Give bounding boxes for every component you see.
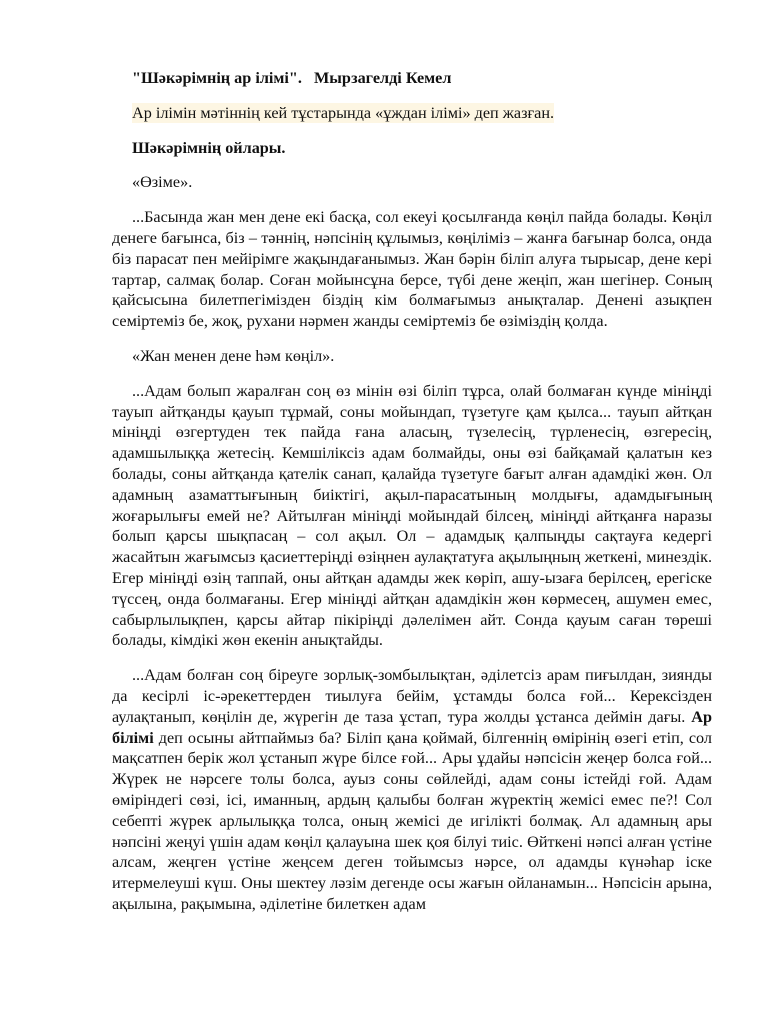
paragraph-3-text-after: деп осыны айтпаймыз ба? Біліп қана қоймай, білгеннің өмірінің өзегі етіп, сол мақсатпен берік жол ұстанып жүре білсе ғой... Ары ұдайы нәпсісін жеңер болса ғой... Жүрек не нәрсеге толы болса, ауыз соны сөйлейді, адам соны істейді ғой. Адам өміріндегі сөзі, ісі, иманның, ардың қалыбы болған жүректің жемісі емес пе?! Сол себепті жүрек арлылыққа толса, оның жемісі де игілікті болмақ. Ал адамның ары нәпсіні жеңуі үшін адам көңіл қалауына шек қоя білуі тиіс. Өйткені нәпсі алған үстіне алсам, жеңген үстіне жеңсем деген тойымсыз нәрсе, ол адамды күнәһар іске итермелеуші күш. Оны шектеу ләзім дегенде осы жағын ойланамын... Нәпсісін арына, ақылына, рақымына, әділетіне билеткен адам: [112, 728, 712, 913]
document-title: "Шәкәрімнің ар ілімі".: [132, 69, 302, 87]
paragraph-3: [112, 665, 712, 915]
paragraph-2: ...Адам болып жаралған соң өз мінін өзі біліп тұрса, олай болмаған күнде мініңді тауып айтқанды қауып тұрмай, соны мойындап, түзетуге қам қылса... тауып айтқан мініңді өзгертуден тек пайда ғана аласың, түзелесің, түрленесің, өзгересің, адамшылыққа жетесің. Кемшіліксіз адам болмайды, оны өзі байқамай қалатын кез болады, соны айтқанда қателік санап, қалайда түзетуге бағыт алған адамдікі жөн. Ол адамның азаматтығының биіктігі, ақыл-парасатының молдығы, адамдығының жоғарылығы емей не? Айтылған мініңді мойындай білсең, мініңді айтқанға наразы болып қарсы шықпасаң – сол ақыл. Ол – адамдық қалпыңды сақтауға кедергі жасайтын жағымсыз қасиеттеріңді өзіңнен аулақтатуға ақылыңның жеткені, минездік. Егер мініңді өзің таппай, оны айтқан адамды жек көріп, ашу-ызаға берілсең, ерегіске түссең, онда болмағаны. Егер мініңді айтқан адамдікін жөн көрмесең, ашумен емес, сабырлылықпен, қарсы айтар пікіріңді дәлелімен айт. Сонда қауым саған төреші болады, кімдікі жөн екенін анықтайды.: [112, 381, 712, 650]
paragraph-1: ...Басында жан мен дене екі басқа, сол екеуі қосылғанда көңіл пайда болады. Көңіл денеге бағынса, біз – тәннің, нәпсінің құлымыз, көңіліміз – жанға бағынар болса, онда біз парасат пен мейірімге жақындағанымыз. Жан бәрін біліп алуға тырысар, дене кері тартар, салмақ болар. Соған мойынсұна берсе, түбі дене жеңіп, жан шегінер. Соның қайсысына билетпегімізден біздің кім болмағымыз анықталар. Денені азықпен семіртеміз бе, жоқ, рухани нәрмен жанды семіртеміз бе өзіміздің қолда.: [112, 208, 712, 331]
paragraph-3-text-before: ...Адам болған соң біреуге зорлық-зомбылықтан, әділетсіз арам пиғылдан, зиянды да кесірлі іс-әрекеттерден тиылуға бейім, ұстамды болса ғой... Керексізден аулақтанып, көңілін де, жүрегін де таза ұстап, тура жолды ұстанса деймін дағы.: [112, 666, 712, 726]
paragraph-3-bold-term: Ар білімі: [112, 707, 712, 747]
document-page: [112, 58, 712, 915]
document-author: Мырзагелді Кемел: [313, 69, 452, 87]
section-heading: Шәкәрімнің ойлары.: [132, 138, 286, 157]
subtitle-ozime: «Өзіме».: [132, 173, 193, 192]
editor-note: [132, 103, 712, 124]
document-title-line: [132, 68, 712, 89]
highlighted-note-text: Ар ілімін мәтіннің кей тұстарында «ұждан ілімі» деп жазған.: [132, 103, 555, 122]
subtitle-zhan-menen-dene: «Жан менен дене һәм көңіл».: [132, 346, 335, 365]
